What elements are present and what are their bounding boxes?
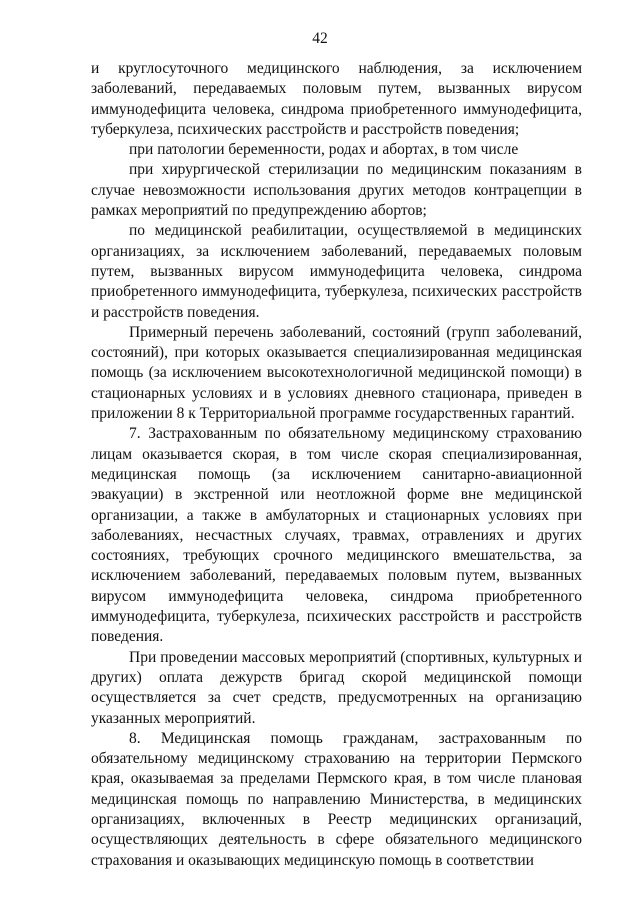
paragraph-pregnancy: при патологии беременности, родах и абортах, в том числе <box>129 141 519 159</box>
paragraph-continuation: и круглосуточного медицинского наблюдения, за исключением заболеваний, передаваемых половым путем, вызванных вирусом иммунодефицита человека, синдрома приобретенного иммунодефицита, туберкулеза, психических расстройств и расстройств поведения; <box>91 60 582 138</box>
paragraph-item-7: 7. Застрахованным по обязательному медицинскому страхованию лицам оказывается скорая, в том числе скорая специализированная, медицинская помощь (за исключением санитарно-авиационной эвакуации) в экстренной или неотложной форме вне медицинской организации, а также в амбулаторных и стационарных условиях при заболеваниях, несчастных случаях, травмах, отравлениях и других состояниях, требующих срочного медицинского вмешательства, за исключением заболеваний, передаваемых половым путем, вызванных вирусом иммунодефицита человека, синдрома приобретенного иммунодефицита, туберкулеза, психических расстройств и расстройств поведения. <box>91 425 582 646</box>
paragraph-item-8: 8. Медицинская помощь гражданам, застрахованным по обязательному медицинскому страхованию на территории Пермского края, оказываемая за пределами Пермского края, в том числе плановая медицинская помощь по направлению Министерства, в медицинских организациях, включенных в Реестр медицинских организаций, осуществляющих деятельность в сфере обязательного медицинского страхования и оказывающих медицинскую помощь в соответствии <box>91 729 582 869</box>
page-body <box>91 59 582 871</box>
paragraph-mass-events: При проведении массовых мероприятий (спортивных, культурных и других) оплата дежурств бригад скорой медицинской помощи осуществляется за счет средств, предусмотренных на организацию указанных мероприятий. <box>91 648 582 727</box>
paragraph-rehabilitation: по медицинской реабилитации, осуществляемой в медицинских организациях, за исключением заболеваний, передаваемых половым путем, вызванных вирусом иммунодефицита человека, синдрома приобретенного иммунодефицита, туберкулеза, психических расстройств и расстройств поведения. <box>91 222 582 321</box>
paragraph-disease-list: Примерный перечень заболеваний, состояний (групп заболеваний, состояний), при которых оказывается специализированная медицинская помощь (за исключением высокотехнологичной медицинской помощи) в стационарных условиях и в условиях дневного стационара, приведен в приложении 8 к Территориальной программе государственных гарантий. <box>91 323 582 423</box>
page-number: 42 <box>312 30 328 47</box>
paragraph-sterilization: при хирургической стерилизации по медицинским показаниям в случае невозможности использования других методов контрацепции в рамках мероприятий по предупреждению абортов; <box>91 161 582 220</box>
